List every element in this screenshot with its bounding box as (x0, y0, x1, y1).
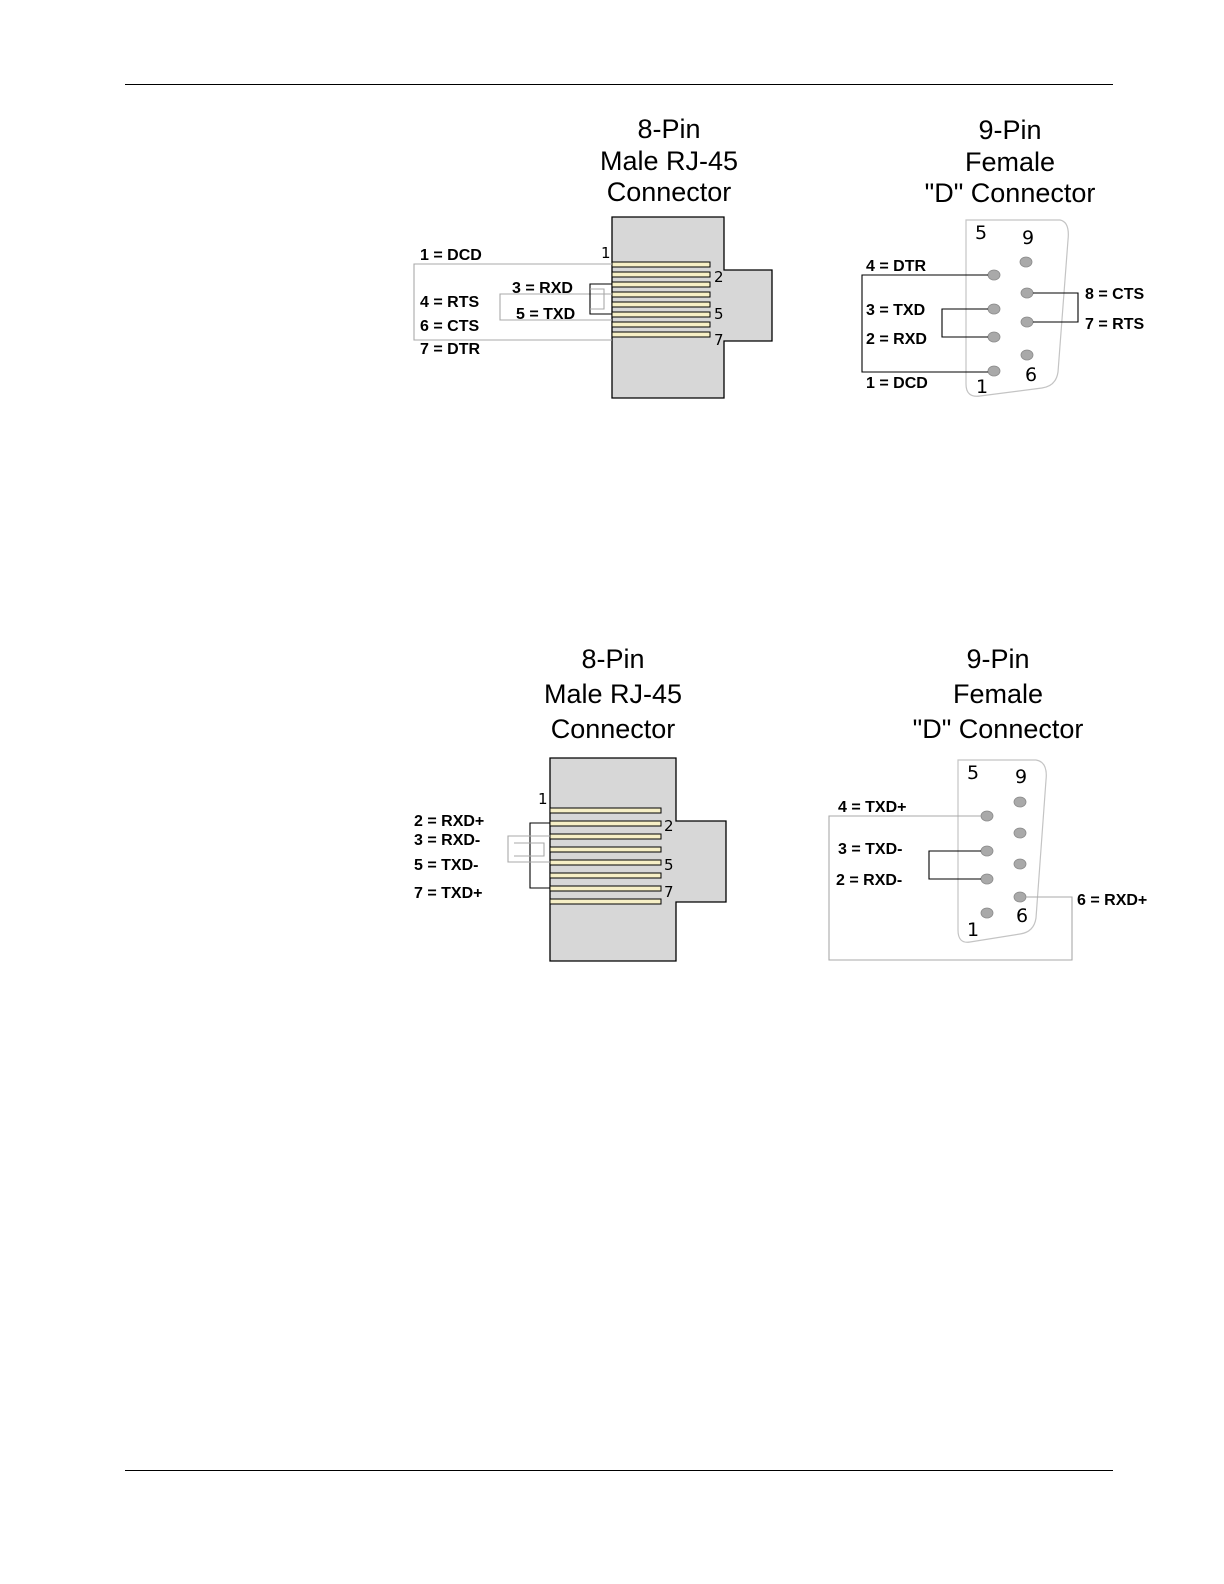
db9-label-rxd-plus: 6 = RXD+ (1077, 892, 1148, 909)
db9-title-line2-2: Female (952, 679, 1044, 709)
rj45-contact-1 (612, 262, 710, 267)
db9-pin-number-5-2: 5 (967, 762, 980, 784)
db9-label-rxd-minus: 2 = RXD- (836, 872, 903, 889)
db9-pin-2-2 (981, 874, 993, 884)
rj45-contact-2 (612, 272, 710, 277)
db9-pin-number-1-2: 1 (967, 919, 980, 941)
rj45-contact-4-2 (550, 847, 661, 852)
rj45-contact-5 (612, 302, 710, 307)
rj45-contact-8-2 (550, 899, 661, 904)
rj45-contact-6-2 (550, 873, 661, 878)
rj45-title-line2-2: Male RJ-45 (543, 679, 683, 709)
rj45-title-line2: Male RJ-45 (599, 146, 739, 176)
rj45-contact-8 (612, 332, 710, 337)
rj45-pin-number-5-2: 5 (664, 856, 674, 874)
db9-pin-7-2 (1014, 859, 1026, 869)
db9-pin-6 (1021, 350, 1033, 360)
rj45-contact-1-2 (550, 808, 661, 813)
db9-label-txd-minus: 3 = TXD- (838, 841, 903, 858)
db9-pin-number-1: 1 (976, 376, 989, 398)
rj45-contact-5-2 (550, 860, 661, 865)
db9-pin-1-2 (981, 908, 993, 918)
label-dcd: 1 = DCD (420, 247, 482, 264)
rj45-contact-7-2 (550, 886, 661, 891)
rj45-contact-6 (612, 312, 710, 317)
db9-pin-8 (1021, 288, 1033, 298)
db9-title-line1: 9-Pin (978, 115, 1042, 145)
db9-shell (966, 220, 1068, 396)
rj45-pin-number-7-2: 7 (664, 883, 674, 901)
db9-pin-4-2 (981, 811, 993, 821)
db9-title-line2: Female (964, 147, 1056, 177)
diagram1-db9 (862, 115, 1144, 398)
label-txd: 5 = TXD (516, 306, 576, 323)
rj45-contact-3-2 (550, 834, 661, 839)
db9-title-line3-2: "D" Connector (912, 714, 1084, 744)
db9-label-txd: 3 = TXD (866, 302, 926, 319)
db9-title-line1-2: 9-Pin (966, 644, 1030, 674)
wire-minus-inner (514, 843, 544, 856)
label-cts: 6 = CTS (420, 318, 480, 335)
db9-pin-number-6: 6 (1025, 364, 1038, 386)
rj45-pin-number-1: 1 (601, 244, 611, 262)
rj45-title-line3: Connector (606, 177, 732, 207)
rj45-title-line3-2: Connector (550, 714, 676, 744)
rj45-pin-number-1-2: 1 (538, 790, 548, 808)
label-dtr: 7 = DTR (420, 341, 481, 358)
db9-pin-4 (988, 270, 1000, 280)
diagram2-rj45 (414, 644, 726, 961)
db9-pin-number-9: 9 (1022, 227, 1035, 249)
label-rxd-minus: 3 = RXD- (414, 832, 481, 849)
db9-pin-7 (1021, 317, 1033, 327)
db9-label-cts: 8 = CTS (1085, 286, 1145, 303)
label-rxd: 3 = RXD (512, 280, 573, 297)
db9-pin-number-9-2: 9 (1015, 766, 1028, 788)
rj45-contact-7 (612, 322, 710, 327)
label-rxd-plus: 2 = RXD+ (414, 813, 485, 830)
rj45-contact-4 (612, 292, 710, 297)
db9-pin-3-2 (981, 846, 993, 856)
rj45-pin-number-2: 2 (714, 268, 724, 286)
db9-label-rxd: 2 = RXD (866, 331, 927, 348)
db9-label-txd-plus: 4 = TXD+ (838, 799, 907, 816)
label-txd-minus: 5 = TXD- (414, 857, 479, 874)
rj45-pin-number-5: 5 (714, 305, 724, 323)
rj45-pin-number-7: 7 (714, 331, 724, 349)
db9-pin-number-6-2: 6 (1016, 905, 1029, 927)
rj45-contact-3 (612, 282, 710, 287)
db9-pin-9-2 (1014, 797, 1026, 807)
wire-rxd-txd-inner (590, 289, 604, 309)
rj45-title-line1-2: 8-Pin (581, 644, 645, 674)
db9-pin-6-2 (1014, 892, 1026, 902)
db9-pin-2 (988, 332, 1000, 342)
diagram1-rj45 (414, 114, 772, 398)
rj45-pin-number-2-2: 2 (664, 817, 674, 835)
db9-title-line3: "D" Connector (924, 178, 1096, 208)
label-txd-plus: 7 = TXD+ (414, 885, 483, 902)
db9-pin-8-2 (1014, 828, 1026, 838)
db9-pin-1 (988, 366, 1000, 376)
db9-label-rts: 7 = RTS (1085, 316, 1145, 333)
label-rts: 4 = RTS (420, 294, 480, 311)
rj45-title-line1: 8-Pin (637, 114, 701, 144)
diagram2-db9 (829, 644, 1147, 960)
db9-label-dtr: 4 = DTR (866, 258, 927, 275)
db9-pin-number-5: 5 (975, 222, 988, 244)
db9-pin-3 (988, 304, 1000, 314)
db9-label-dcd: 1 = DCD (866, 375, 928, 392)
db9-pin-9 (1020, 257, 1032, 267)
rj45-contact-2-2 (550, 821, 661, 826)
